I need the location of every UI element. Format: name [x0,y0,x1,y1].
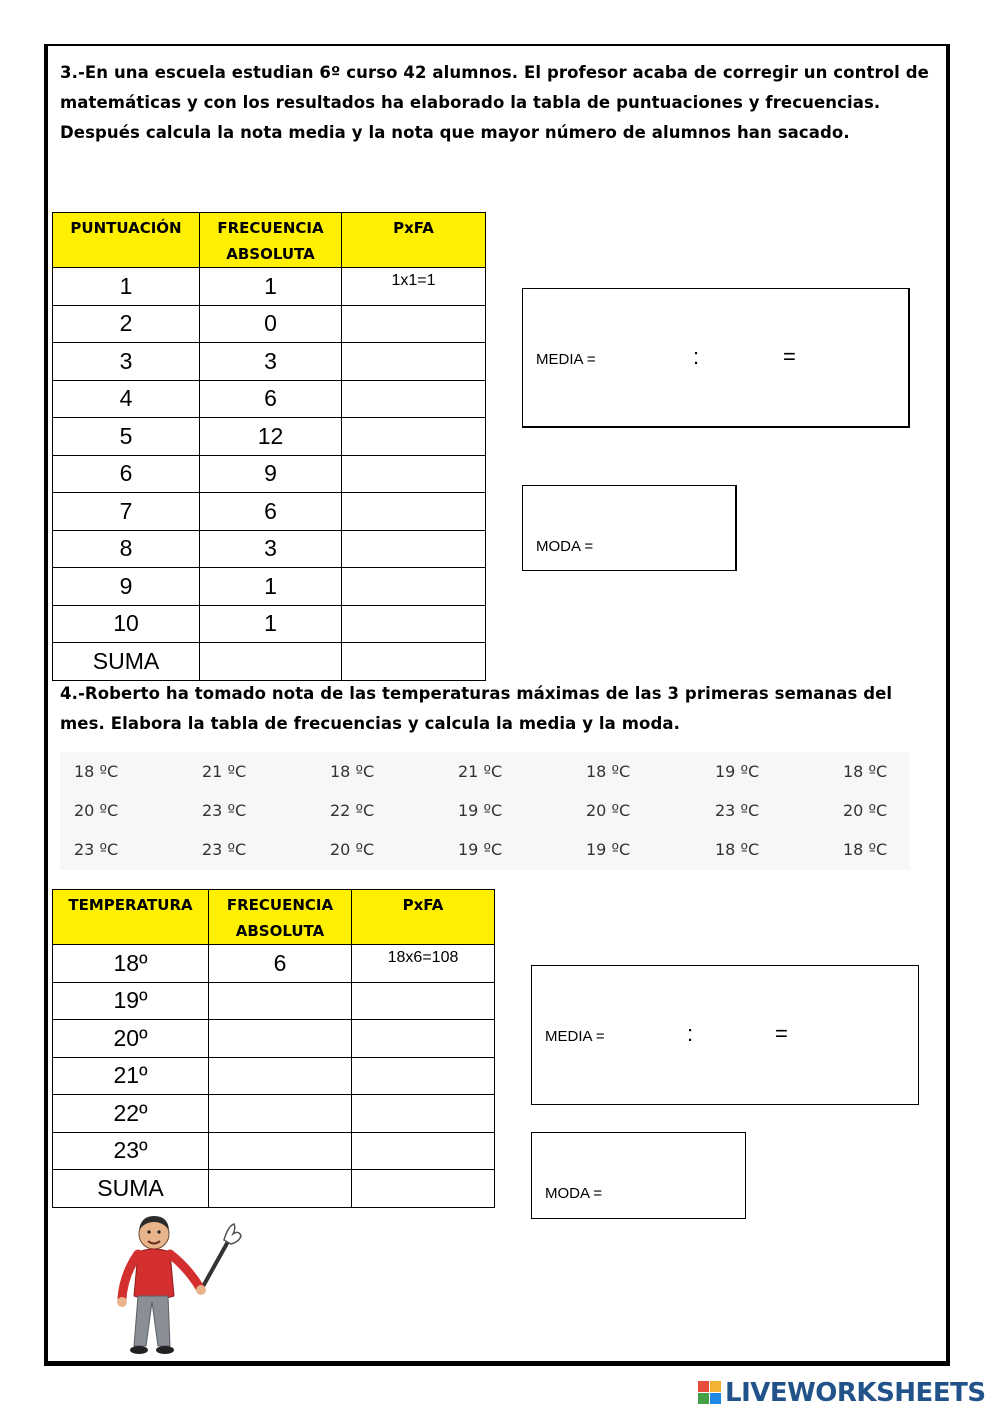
product-cell[interactable] [342,380,486,418]
sum-row [53,1170,495,1208]
temperature-value: 20 ºC [330,840,375,859]
temperature-value: 22 ºC [330,801,375,820]
product-cell[interactable] [352,1170,495,1208]
liveworksheets-logo [698,1378,986,1408]
table-row [53,1020,495,1058]
table-row [53,530,486,568]
frequency-cell[interactable] [209,1170,352,1208]
header-pxfa: PxFA [352,890,495,945]
temperature-value: 19 ºC [458,801,503,820]
equals-sign: = [775,1021,788,1046]
frequency-cell[interactable] [200,643,342,681]
table-row [53,605,486,643]
table-row [53,380,486,418]
temperature-value: 18 ºC [843,762,888,781]
moda-answer-box[interactable] [522,485,737,571]
header-frecuencia: FRECUENCIA ABSOLUTA [209,890,352,945]
value-cell: SUMA [53,643,200,681]
temperature-value: 23 ºC [202,840,247,859]
product-cell[interactable] [352,1132,495,1170]
table-row [53,493,486,531]
frequency-cell: 1 [200,605,342,643]
temperature-value: 19 ºC [458,840,503,859]
frequency-cell[interactable] [209,982,352,1020]
frequency-cell: 0 [200,305,342,343]
table-row [53,1132,495,1170]
frequency-cell: 9 [200,455,342,493]
product-cell: 1x1=1 [342,268,486,306]
product-cell[interactable] [342,418,486,456]
teacher-pointer-illustration [108,1210,248,1360]
table-row [53,1095,495,1133]
product-cell[interactable] [352,1020,495,1058]
frequency-cell: 6 [200,380,342,418]
value-cell: 20º [53,1020,209,1058]
temperature-value: 21 ºC [202,762,247,781]
division-colon: : [687,1021,694,1046]
product-cell[interactable] [352,1057,495,1095]
value-cell: 21º [53,1057,209,1095]
product-cell[interactable] [352,1095,495,1133]
value-cell: 23º [53,1132,209,1170]
product-cell[interactable] [342,605,486,643]
product-cell[interactable] [342,493,486,531]
media-answer-box[interactable] [531,965,919,1105]
header-pxfa: PxFA [342,213,486,268]
product-cell[interactable] [342,343,486,381]
temperature-readings-image [60,752,910,870]
exercise-4-statement: 4.-Roberto ha tomado nota de las temperaturas máximas de las 3 primeras semanas del mes. Elabora la tabla de frecuencias y calcula la media y la moda. [60,684,893,733]
value-cell: 7 [53,493,200,531]
temperature-value: 19 ºC [715,762,760,781]
moda-label: MODA = [536,538,594,555]
scores-frequency-table [52,212,486,681]
moda-label: MODA = [545,1185,603,1202]
table-row [53,982,495,1020]
table-row [53,455,486,493]
value-cell: 1 [53,268,200,306]
division-colon: : [693,344,700,369]
temperature-value: 23 ºC [202,801,247,820]
temperature-value: 18 ºC [715,840,760,859]
frequency-cell: 1 [200,568,342,606]
temperature-value: 20 ºC [586,801,631,820]
brand-name: LIVEWORKSHEETS [725,1378,986,1408]
value-cell: 18º [53,945,209,983]
value-cell: 5 [53,418,200,456]
header-puntuacion: PUNTUACIÓN [53,213,200,268]
product-cell[interactable] [352,982,495,1020]
temperature-value: 23 ºC [74,840,119,859]
temperature-value: 20 ºC [74,801,119,820]
product-cell[interactable] [342,530,486,568]
media-answer-box[interactable] [522,288,910,428]
temperature-value: 20 ºC [843,801,888,820]
frequency-cell[interactable] [209,1095,352,1133]
product-cell[interactable] [342,305,486,343]
temperature-frequency-table [52,889,495,1208]
value-cell: 19º [53,982,209,1020]
table-row [53,268,486,306]
table-row [53,945,495,983]
media-label: MEDIA = [536,351,596,368]
frequency-cell[interactable] [209,1132,352,1170]
value-cell: 22º [53,1095,209,1133]
frequency-cell: 3 [200,343,342,381]
frequency-cell: 1 [200,268,342,306]
value-cell: 10 [53,605,200,643]
temperature-value: 18 ºC [586,762,631,781]
header-frecuencia: FRECUENCIA ABSOLUTA [200,213,342,268]
moda-answer-box[interactable] [531,1132,746,1219]
product-cell[interactable] [342,455,486,493]
frequency-cell[interactable] [209,1057,352,1095]
product-cell: 18x6=108 [352,945,495,983]
table-row [53,1057,495,1095]
header-temperatura: TEMPERATURA [53,890,209,945]
sum-row [53,643,486,681]
value-cell: 8 [53,530,200,568]
value-cell: 4 [53,380,200,418]
brand-icon [698,1381,722,1405]
table-row [53,418,486,456]
temperature-value: 21 ºC [458,762,503,781]
product-cell[interactable] [342,568,486,606]
media-label: MEDIA = [545,1028,605,1045]
value-cell: 6 [53,455,200,493]
table-row [53,305,486,343]
value-cell: 9 [53,568,200,606]
equals-sign: = [783,344,796,369]
frequency-cell: 6 [209,945,352,983]
product-cell[interactable] [342,643,486,681]
table-row [53,343,486,381]
temperature-value: 19 ºC [586,840,631,859]
value-cell: SUMA [53,1170,209,1208]
frequency-cell: 3 [200,530,342,568]
exercise-3-statement: 3.-En una escuela estudian 6º curso 42 alumnos. El profesor acaba de corregir un control de matemáticas y con los resultados ha elaborado la tabla de puntuaciones y frecuencias. Después calcula la nota media y la nota que mayor número de alumnos han sacado. [60,63,929,142]
temperature-value: 18 ºC [843,840,888,859]
temperature-value: 18 ºC [74,762,119,781]
value-cell: 2 [53,305,200,343]
temperature-value: 18 ºC [330,762,375,781]
value-cell: 3 [53,343,200,381]
temperature-value: 23 ºC [715,801,760,820]
table-row [53,568,486,606]
frequency-cell[interactable] [209,1020,352,1058]
frequency-cell: 6 [200,493,342,531]
frequency-cell: 12 [200,418,342,456]
